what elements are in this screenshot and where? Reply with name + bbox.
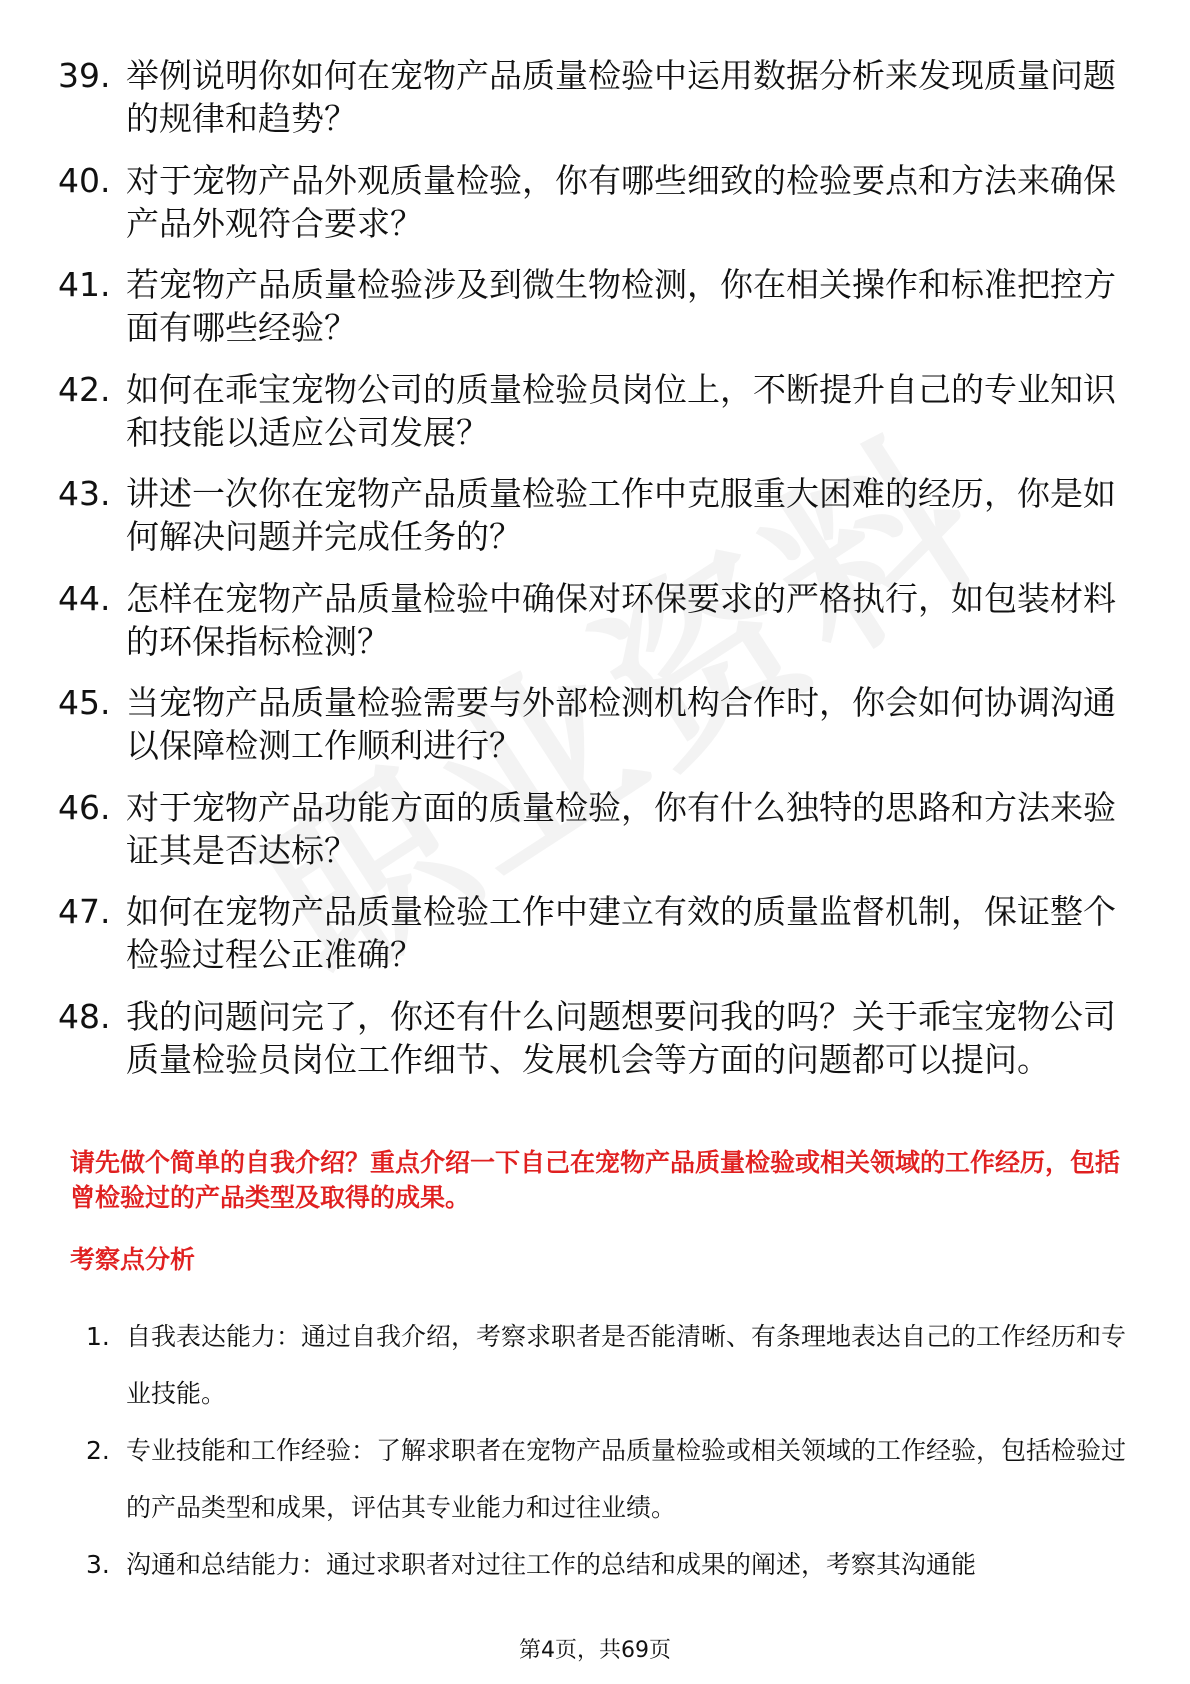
question-item xyxy=(58,577,1118,663)
page-footer: 第4页，共69页 xyxy=(519,1638,671,1663)
question-number: 47. xyxy=(58,892,111,931)
question-number: 39. xyxy=(58,56,111,95)
section-title: 考察点分析 xyxy=(70,1245,196,1274)
question-item xyxy=(58,786,1118,872)
point-text: 专业技能和工作经验：了解求职者在宠物产品质量检验或相关领域的工作经验，包括检验过的产品类型和成果，评估其专业能力和过往业绩。 xyxy=(126,1436,1127,1522)
analysis-point xyxy=(86,1422,1126,1536)
question-item xyxy=(58,159,1118,245)
question-number: 44. xyxy=(58,578,111,618)
question-number: 46. xyxy=(58,787,111,827)
question-text: 怎样在宠物产品质量检验中确保对环保要求的严格执行，如包装材料的环保指标检测？ xyxy=(126,578,1116,661)
question-item xyxy=(58,890,1118,976)
point-number: 2. xyxy=(86,1436,110,1465)
question-item xyxy=(58,54,1118,140)
question-number: 43. xyxy=(58,474,111,513)
question-text: 对于宠物产品功能方面的质量检验，你有什么独特的思路和方法来验证其是否达标？ xyxy=(126,787,1116,870)
point-number: 1. xyxy=(86,1322,110,1351)
question-list xyxy=(58,54,1118,1099)
question-number: 40. xyxy=(58,160,111,200)
question-text: 若宠物产品质量检验涉及到微生物检测，你在相关操作和标准把控方面有哪些经验？ xyxy=(126,265,1116,347)
question-text: 如何在宠物产品质量检验工作中建立有效的质量监督机制，保证整个检验过程公正准确？ xyxy=(126,892,1116,974)
point-number: 3. xyxy=(86,1550,110,1579)
question-text: 我的问题问完了，你还有什么问题想要问我的吗？关于乖宝宠物公司质量检验员岗位工作细节、发展机会等方面的问题都可以提问。 xyxy=(126,996,1116,1079)
question-item xyxy=(58,368,1118,454)
question-number: 48. xyxy=(58,996,111,1036)
question-number: 45. xyxy=(58,683,111,722)
question-text: 讲述一次你在宠物产品质量检验工作中克服重大困难的经历，你是如何解决问题并完成任务的？ xyxy=(126,474,1116,556)
question-item xyxy=(58,681,1118,767)
question-text: 当宠物产品质量检验需要与外部检测机构合作时，你会如何协调沟通以保障检测工作顺利进行？ xyxy=(126,683,1116,765)
question-text: 对于宠物产品外观质量检验，你有哪些细致的检验要点和方法来确保产品外观符合要求？ xyxy=(126,160,1116,243)
highlight-question: 请先做个简单的自我介绍？重点介绍一下自己在宠物产品质量检验或相关领域的工作经历，包括曾检验过的产品类型及取得的成果。 xyxy=(70,1148,1121,1212)
analysis-point xyxy=(86,1536,1126,1593)
question-item xyxy=(58,472,1118,558)
question-item xyxy=(58,263,1118,349)
point-text: 自我表达能力：通过自我介绍，考察求职者是否能清晰、有条理地表达自己的工作经历和专业技能。 xyxy=(126,1322,1127,1408)
question-item xyxy=(58,995,1118,1081)
analysis-point xyxy=(86,1308,1126,1422)
question-number: 42. xyxy=(58,369,111,409)
question-text: 如何在乖宝宠物公司的质量检验员岗位上，不断提升自己的专业知识和技能以适应公司发展？ xyxy=(126,369,1116,452)
question-number: 41. xyxy=(58,265,111,304)
analysis-points xyxy=(86,1308,1126,1593)
point-text: 沟通和总结能力：通过求职者对过往工作的总结和成果的阐述，考察其沟通能 xyxy=(126,1550,977,1579)
question-text: 举例说明你如何在宠物产品质量检验中运用数据分析来发现质量问题的规律和趋势？ xyxy=(126,56,1116,138)
